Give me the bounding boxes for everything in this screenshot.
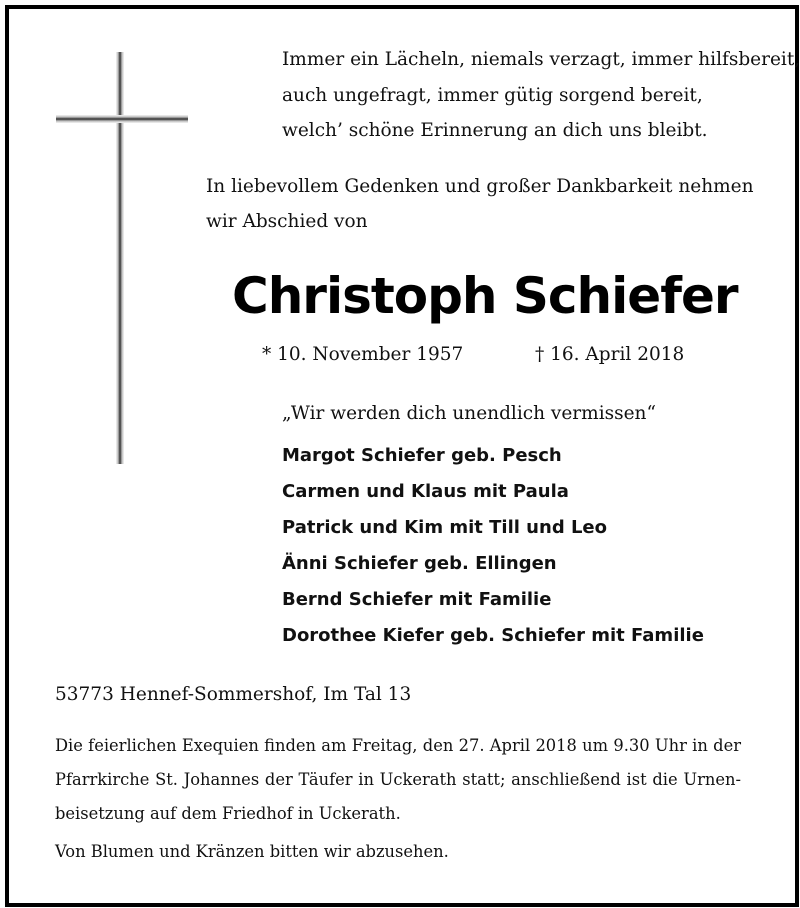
address: 53773 Hennef-Sommershof, Im Tal 13: [55, 684, 412, 705]
cross-horizontal-bar: [56, 115, 188, 123]
intro-line: wir Abschied von: [206, 211, 368, 232]
death-date: † 16. April 2018: [535, 344, 685, 365]
flowers-note: Von Blumen und Kränzen bitten wir abzusehen.: [55, 842, 449, 861]
intro-line: In liebevollem Gedenken und großer Dankbarkeit nehmen: [206, 176, 754, 197]
quote: „Wir werden dich unendlich vermissen“: [282, 403, 656, 424]
deceased-name: Christoph Schiefer: [232, 267, 738, 325]
poem-line: welch’ schöne Erinnerung an dich uns bleibt.: [282, 120, 708, 141]
service-line: Pfarrkirche St. Johannes der Täufer in Uckerath statt; anschließend ist die Urnen-: [55, 770, 741, 789]
mourner: Carmen und Klaus mit Paula: [282, 481, 569, 502]
poem-line: auch ungefragt, immer gütig sorgend bereit,: [282, 85, 703, 106]
mourner: Patrick und Kim mit Till und Leo: [282, 517, 608, 538]
poem-line: Immer ein Lächeln, niemals verzagt, immer hilfsbereit,: [282, 49, 800, 70]
service-info: [55, 729, 741, 831]
mourner: Bernd Schiefer mit Familie: [282, 589, 552, 610]
service-line: Die feierlichen Exequien finden am Freitag, den 27. April 2018 um 9.30 Uhr in der: [55, 736, 741, 755]
cross-vertical-bar: [116, 52, 124, 464]
mourner: Änni Schiefer geb. Ellingen: [282, 553, 557, 574]
service-line: beisetzung auf dem Friedhof in Uckerath.: [55, 804, 401, 823]
birth-date: * 10. November 1957: [262, 344, 464, 365]
mourner: Margot Schiefer geb. Pesch: [282, 445, 562, 466]
mourner: Dorothee Kiefer geb. Schiefer mit Familie: [282, 625, 704, 646]
